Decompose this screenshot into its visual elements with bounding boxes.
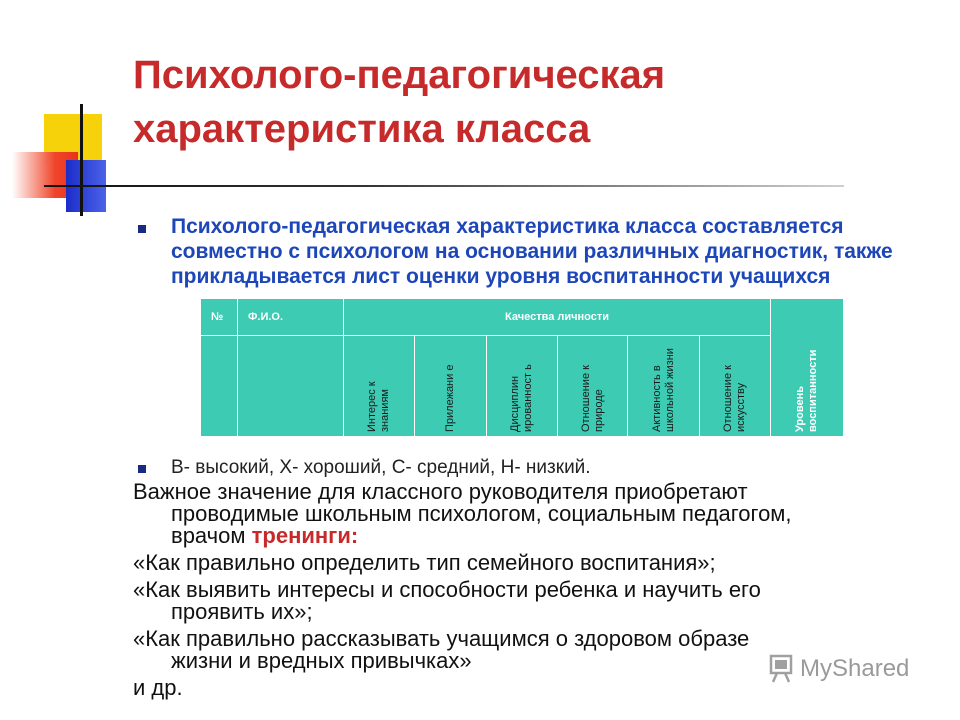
col-header-level: Уровень воспитанности bbox=[794, 349, 820, 432]
slide-title bbox=[133, 48, 665, 156]
watermark-text: MyShared bbox=[800, 655, 910, 682]
table-cell-empty bbox=[201, 336, 238, 437]
presentation-board-icon bbox=[768, 654, 794, 684]
quality-cell bbox=[344, 336, 415, 437]
watermark bbox=[768, 654, 909, 684]
training-item-3-line-1: «Как правильно рассказывать учащимся о здоровом образе bbox=[133, 626, 750, 651]
quality-cell bbox=[628, 336, 700, 437]
table-cell-empty bbox=[238, 336, 344, 437]
body-line-1: Важное значение для классного руководителя приобретают bbox=[133, 479, 748, 504]
quality-cell bbox=[558, 336, 628, 437]
training-item-3-line-2: жизни и вредных привычках» bbox=[171, 648, 472, 673]
col-header-fio: Ф.И.О. bbox=[238, 299, 344, 336]
body-ending: и др. bbox=[133, 675, 183, 700]
col-header-number: № bbox=[201, 299, 238, 336]
trainings-highlight: тренинги: bbox=[251, 523, 359, 548]
body-line-3 bbox=[133, 525, 933, 547]
training-item-2-line-2: проявить их»; bbox=[171, 599, 313, 624]
legend-text: В- высокий, Х- хороший, С- средний, Н- низкий. bbox=[171, 457, 591, 478]
training-item-2 bbox=[133, 579, 933, 623]
quality-label-discipline: Дисциплин ированност ь bbox=[509, 364, 534, 432]
col-header-qualities: Качества личности bbox=[344, 299, 771, 336]
decorative-corner-graphic bbox=[0, 0, 140, 220]
assessment-table bbox=[200, 298, 844, 437]
quality-label-diligence: Прилежани е bbox=[444, 364, 456, 432]
intro-bullet-text: Психолого-педагогическая характеристика класса составляется совместно с психологом на основании различных диагностик, также прикладывается лист оценки уровня воспитанности учащихся bbox=[171, 215, 893, 288]
col-header-level-cell bbox=[771, 299, 844, 437]
bullet-square-icon bbox=[138, 465, 146, 473]
body-line-2: проводимые школьным психологом, социальным педагогом, bbox=[171, 501, 792, 526]
training-item-1: «Как правильно определить тип семейного воспитания»; bbox=[133, 550, 716, 575]
quality-label-activity: Активность в школьной жизни bbox=[650, 348, 676, 432]
quality-label-interest: Интерес к знаниям bbox=[366, 381, 391, 432]
quality-cell bbox=[415, 336, 487, 437]
body-line-3-text: врачом bbox=[171, 523, 246, 548]
body-paragraph bbox=[133, 481, 933, 547]
slide-title-line-1: Психолого-педагогическая bbox=[133, 53, 666, 97]
training-item-2-line-1: «Как выявить интересы и способности ребенка и научить его bbox=[133, 577, 761, 602]
vertical-line-decoration bbox=[80, 104, 83, 216]
title-divider-line bbox=[44, 185, 844, 187]
bullet-square-icon bbox=[138, 225, 146, 233]
quality-cell bbox=[487, 336, 558, 437]
slide-title-line-2: характеристика класса bbox=[133, 107, 591, 151]
quality-label-art: Отношение к искусству bbox=[722, 365, 748, 432]
quality-label-nature: Отношение к природе bbox=[579, 365, 605, 432]
quality-cell bbox=[700, 336, 771, 437]
